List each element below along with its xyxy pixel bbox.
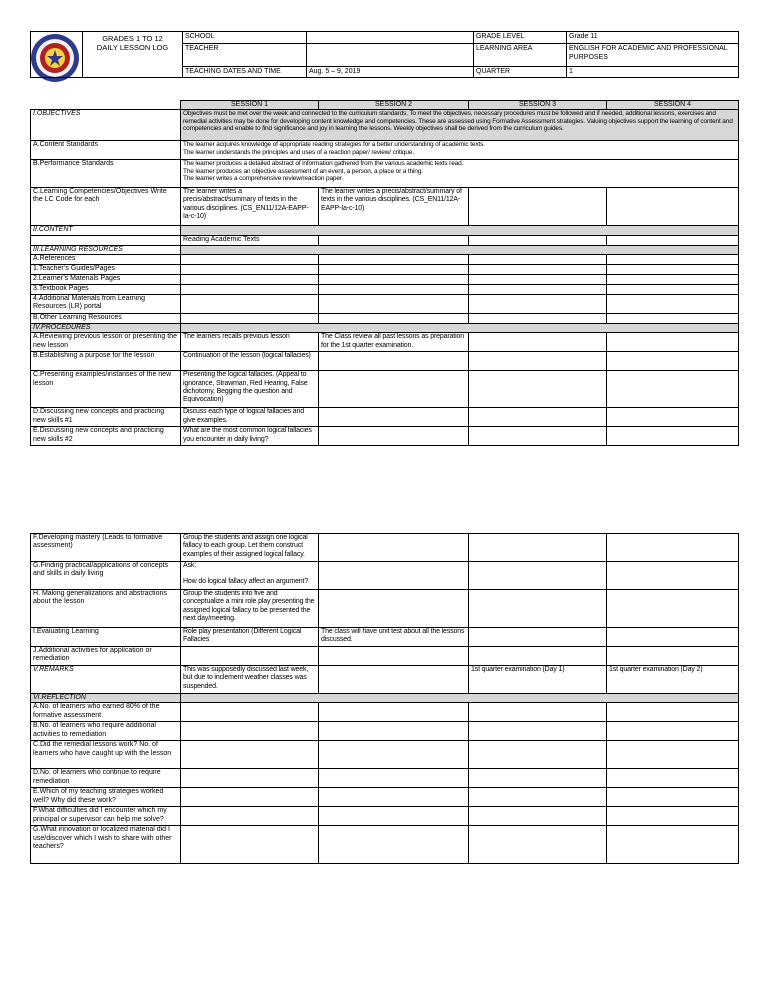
sessions-header-row (31, 101, 739, 110)
performance-standard-3: The learner writes a comprehensive review/reaction paper (183, 175, 342, 183)
performance-standard-1: The learner produces a detailed abstract of information gathered from the various academic texts read. (183, 160, 464, 167)
teacher-value[interactable] (307, 43, 474, 66)
learner-material-label: 2.Learner’s Materials Pages (31, 274, 181, 284)
learning-resources-row (31, 246, 739, 255)
content-standards-2: The learner understands the principles and uses of a reaction paper/ review/ critique. (183, 148, 414, 156)
reflection-b-label: B.No. of learners who require additional activities to remediation (31, 722, 181, 741)
reflection-g-row (31, 826, 739, 864)
generalizations-session-1: Group the students into five and conceptualize a mini role play presenting the assigned logical fallacy to be presented the next day/meeting. (181, 590, 319, 628)
finding-row (31, 562, 739, 590)
purpose-row (31, 352, 739, 371)
content-session-1: Reading Academic Texts (181, 236, 319, 246)
references-row (31, 255, 739, 264)
finding-session-1-ask: Ask: (183, 562, 197, 569)
generalizations-label: H. Making generalizations and abstractions about the lesson (31, 590, 181, 628)
performance-standards-label: B.Performance Standards (31, 160, 181, 188)
additional-materials-label: 4.Additional Materials from Learning Resources (LR) portal (31, 294, 181, 313)
objectives-label: I.OBJECTIVES (31, 110, 181, 141)
remarks-row (31, 666, 739, 694)
evaluating-label: I.Evaluating Learning (31, 628, 181, 647)
logo-cell (31, 32, 83, 78)
evaluating-row (31, 628, 739, 647)
finding-session-1-question: How do logical fallacy affect an argument? (183, 578, 309, 586)
lesson-table-page1 (30, 100, 739, 446)
quarter-label: QUARTER (474, 66, 567, 78)
form-title-line2: DAILY LESSON LOG (96, 43, 169, 52)
competencies-label: C.Learning Competencies/Objectives Write the LC Code for each (31, 188, 181, 226)
session-4-header: SESSION 4 (607, 101, 739, 110)
teacher-guide-label: 1.Teacher’s Guides/Pages (31, 264, 181, 274)
reflection-f-label: F.What difficulties did I encounter which my principal or supervisor can help me solve? (31, 807, 181, 826)
reflection-b-row (31, 722, 739, 741)
learning-area-value[interactable]: ENGLISH FOR ACADEMIC AND PROFESSIONAL PURPOSES (567, 43, 739, 66)
procedures-label: IV.PROCEDURES (31, 323, 181, 332)
reflection-f-row (31, 807, 739, 826)
discussing2-label: E.Discussing new concepts and practicing new skills #2 (31, 427, 181, 446)
reviewing-session-2: The Class review all past lessons as preparation for the 1st quarter examination. (319, 333, 469, 352)
dates-label: TEACHING DATES AND TIME (183, 66, 307, 78)
form-title-line1: GRADES 1 TO 12 (102, 34, 163, 43)
competencies-row (31, 188, 739, 226)
dates-value[interactable]: Aug. 5 – 9, 2019 (307, 66, 474, 78)
reflection-d-row (31, 769, 739, 788)
examples-row (31, 371, 739, 408)
mastery-session-1: Group the students and assign one logical fallacy to each group. Let them construct examples of their assigned logical fallacy. (181, 534, 319, 562)
mastery-row (31, 534, 739, 562)
examples-session-1: Presenting the logical fallacies. (Appeal to ignorance, Strawman, Red Hearing, False dichotomy, Begging the question and Equivocation) (181, 371, 319, 408)
learning-resources-label: III.LEARNING RESOURCES (31, 246, 181, 255)
content-standards-row (31, 141, 739, 160)
finding-label: G.Finding practical/applications of concepts and skills in daily living (31, 562, 181, 590)
quarter-value[interactable]: 1 (567, 66, 739, 78)
reflection-a-label: A.No. of learners who earned 80% of the formative assessment (31, 703, 181, 722)
performance-standard-2: The learner produces an objective assessment of an event, a person, a place or a thing. (183, 167, 423, 175)
teacher-label: TEACHER (183, 43, 307, 66)
purpose-label: B.Establishing a purpose for the lesson (31, 352, 181, 371)
examples-label: C.Presenting examples/instanses of the new lesson (31, 371, 181, 408)
content-standards-label: A.Content Standards (31, 141, 181, 160)
reflection-a-row (31, 703, 739, 722)
session-2-header: SESSION 2 (319, 101, 469, 110)
evaluating-session-2: The class will have unit test about all the lessons discussed. (319, 628, 469, 647)
teacher-guide-row (31, 264, 739, 274)
discussing1-session-1: Discuss each type of logical fallacies and give examples. (181, 408, 319, 427)
textbook-row (31, 284, 739, 294)
mastery-label: F.Developing mastery (Leads to formative assessment) (31, 534, 181, 562)
performance-standards-row (31, 160, 739, 188)
learner-material-row (31, 274, 739, 284)
reflection-e-row (31, 788, 739, 807)
content-row (31, 236, 739, 246)
content-label: II.CONTENT (31, 226, 181, 236)
reflection-c-row (31, 741, 739, 769)
competencies-session-4 (607, 188, 739, 226)
evaluating-session-1: Role play presentation (Different Logical Fallacies (181, 628, 319, 647)
session-3-header: SESSION 3 (469, 101, 607, 110)
header-table (30, 31, 739, 78)
remarks-session-4: 1st quarter examination (Day 2) (607, 666, 739, 694)
competencies-session-1: The learner writes a precis/abstract/summary of texts in the various disciplines. (CS_EN11/12A-EAPP-Ia-c-10) (181, 188, 319, 226)
lesson-table-page2 (30, 533, 739, 864)
school-label: SCHOOL (183, 32, 307, 44)
objectives-text: Objectives must be met over the week and connected to the curriculum standards. To meet the objectives, necessary procedures must be followed and if needed, additional lessons, exercises and remedial activities may be done for developing content knowledge and competencies. These are assessed using Formative Assessment strategies. Valuing objectives support the learning of content and competencies and enable to find significance and joy in learning the lessons. Weekly objectives shall be derived from the curriculum guides. (181, 110, 739, 141)
additional-activities-label: J.Additional activities for application or remediation (31, 647, 181, 666)
grade-level-value[interactable]: Grade 11 (567, 32, 739, 44)
competencies-session-3 (469, 188, 607, 226)
remarks-label: V.REMARKS (31, 666, 181, 694)
objectives-row (31, 110, 739, 141)
additional-materials-row (31, 294, 739, 313)
reflection-e-label: E.Which of my teaching strategies worked well? Why did these work? (31, 788, 181, 807)
additional-activities-row (31, 647, 739, 666)
competencies-session-2: The learner writes a precis/abstract/summary of texts in the various disciplines. (CS_EN11/12A-EAPP-Ia-c-10) (319, 188, 469, 226)
purpose-session-1: Continuation of the lesson (logical fallacies) (181, 352, 319, 371)
other-resources-label: B.Other Learning Resources (31, 313, 181, 323)
reviewing-label: A.Reviewing previous lesson or presenting the new lesson (31, 333, 181, 352)
textbook-label: 3.Textbook Pages (31, 284, 181, 294)
references-label: A.References (31, 255, 181, 264)
content-standards-1: The learner acquires knowledge of appropriate reading strategies for a better understanding of academic texts. (183, 141, 485, 148)
reflection-g-label: G.What innovation or localized material did I use/discover which I wish to share with other teachers? (31, 826, 181, 864)
content-header-row (31, 226, 739, 236)
grade-level-label: GRADE LEVEL (474, 32, 567, 44)
generalizations-row (31, 590, 739, 628)
reflection-c-label: C.Did the remedial lessons work? No. of learners who have caught up with the lesson (31, 741, 181, 769)
reviewing-session-1: The learners recalls previous lesson (181, 333, 319, 352)
session-1-header: SESSION 1 (181, 101, 319, 110)
reviewing-row (31, 333, 739, 352)
discussing1-row (31, 408, 739, 427)
form-title (83, 32, 183, 78)
reflection-label: VI.REFLECTION (31, 694, 181, 703)
discussing2-session-1: What are the most common logical fallacies you encounter in daily living? (181, 427, 319, 446)
learning-area-label: LEARNING AREA (474, 43, 567, 66)
discussing2-row (31, 427, 739, 446)
other-resources-row (31, 313, 739, 323)
school-value[interactable] (307, 32, 474, 44)
procedures-row (31, 323, 739, 332)
reflection-header-row (31, 694, 739, 703)
remarks-session-3: 1st quarter examination (Day 1) (469, 666, 607, 694)
discussing1-label: D.Discussing new concepts and practicing new skills #1 (31, 408, 181, 427)
remarks-session-1: This was supposedly discussed last week, but due to inclement weather classes was suspended. (181, 666, 319, 694)
reflection-d-label: D.No. of learners who continue to require remediation (31, 769, 181, 788)
